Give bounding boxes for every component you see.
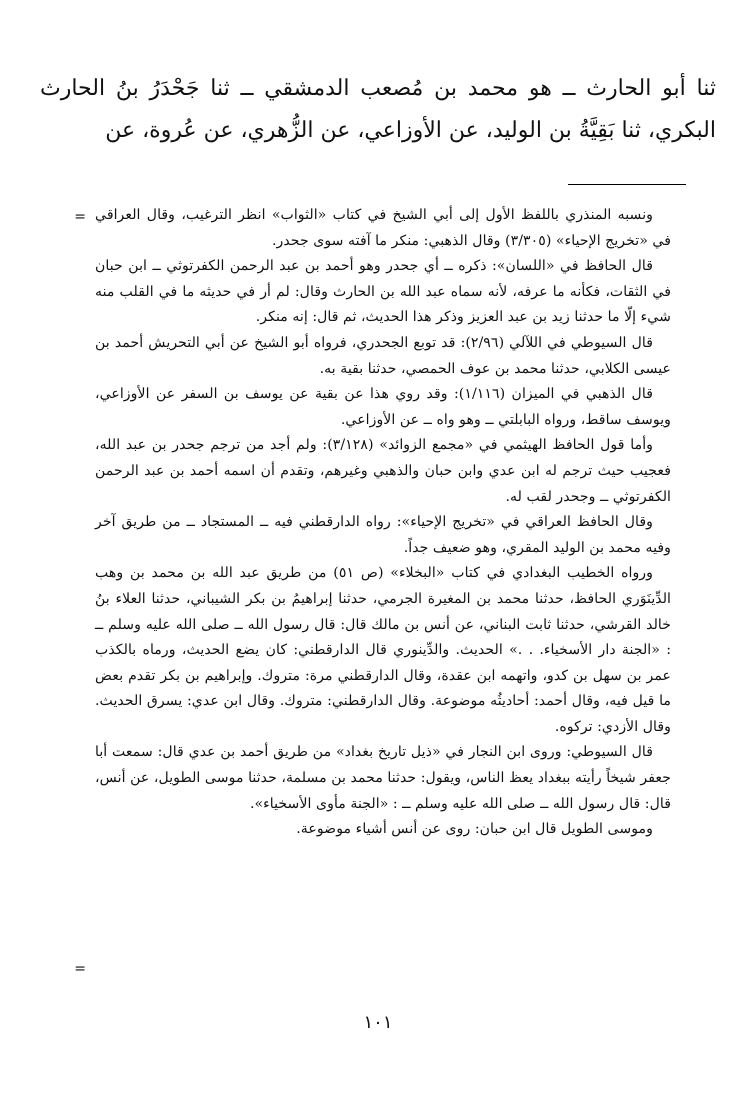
main-text-block [40, 68, 716, 152]
footnote-paragraph: قال الذهبي في الميزان (١/١١٦): وقد روي هذا عن بقية عن يوسف بن السفر عن الأوزاعي، ويوسف ساقط، ورواه البابلتي ــ وهو واه ــ عن الأوزاعي. [95, 386, 671, 428]
footnote-paragraph: وأما قول الحافظ الهيثمي في «مجمع الزوائد» (٣/١٢٨): ولم أجد من ترجم جحدر بن عبد الله، فعجيب حيث ترجم له ابن عدي وابن حبان والذهبي وغيرهم، وتقدم أن اسمه أحمد بن عبد الرحمن الكفرتوثي ــ وجحدر لقب له. [95, 437, 671, 505]
footnote-paragraph: ورواه الخطيب البغدادي في كتاب «البخلاء» (ص ٥١) من طريق عبد الله بن محمد بن وهب الدِّينَوَري الحافظ، حدثنا محمد بن المغيرة الجرمي، حدثنا إبراهيمُ بن بكر الشيباني، حدثنا العلاء بنُ خالد القرشي، حدثنا ثابت البناني، عن أنس بن مالك قال: قال رسول الله ــ صلى الله عليه وسلم ــ : «الجنة دار الأسخياء. . .» الحديث. والدِّينوري قال الدارقطني: كان يضع الحديث، ورماه بالكذب عمر بن سهل بن كدو، واتهمه ابن عقدة، وقال الدارقطني مرة: متروك. وإبراهيم بن بكر تقدم بعض ما قيل فيه، وقال أحمد: أحاديثُه موضوعة. وقال الدارقطني: متروك. وقال ابن عدي: يسرق الحديث. وقال الأزدي: تركوه. [95, 565, 671, 735]
main-paragraph: ثنا أبو الحارث ــ هو محمد بن مُصعب الدمشقي ــ ثنا جَحْدَرُ بنُ الحارث البكري، ثنا بَقِيَّةُ بن الوليد، عن الأوزاعي، عن الزُّهري، عن عُروة، عن [40, 76, 716, 143]
footnote-paragraph: وموسى الطويل قال ابن حبان: روى عن أنس أشياء موضوعة. [296, 821, 653, 838]
page-number: ١٠١ [363, 1012, 393, 1033]
footnote-paragraph: قال الحافظ في «اللسان»: ذكره ــ أي جحدر وهو أحمد بن عبد الرحمن الكفرتوثي ــ ابن حبان في الثقات، فكأنه ما عرفه، لأنه سماه عبد الله بن الحارث وقال: لم أر في حديثه ما في القلب منه شيء إلّا ما حدثنا زيد بن عبد العزيز وذكر هذا الحديث، ثم قال: إنه منكر. [95, 258, 671, 326]
footnote-paragraph: وقال الحافظ العراقي في «تخريج الإحياء»: رواه الدارقطني فيه ــ المستجاد ــ من طريق آخر وفيه محمد بن الوليد المقري، وهو ضعيف جداً. [95, 514, 671, 556]
footnote-continuation-mark-bottom: = [74, 961, 86, 977]
footnote-paragraph: ونسبه المنذري باللفظ الأول إلى أبي الشيخ في كتاب «الثواب» انظر الترغيب، وقال العراقي في «تخريج الإحياء» (٣/٣٠٥) وقال الذهبي: منكر ما آفته سوى جحدر. [95, 207, 671, 249]
footnote-paragraph: قال السيوطي: وروى ابن النجار في «ذيل تاريخ بغداد» من طريق أحمد بن عدي قال: سمعت أبا جعفر شيخاً رأيته ببغداد يعظ الناس، ويقول: حدثنا محمد بن مسلمة، حدثنا موسى الطويل، عن أنس، قال: قال رسول الله ــ صلى الله عليه وسلم ــ : «الجنة مأوى الأسخياء». [95, 744, 671, 812]
footnote-paragraph: قال السيوطي في اللآلي (٢/٩٦): قد توبع الجحدري، فرواه أبو الشيخ عن أبي التحريش أحمد بن عيسى الكلابي، حدثنا محمد بن عوف الحمصي، حدثنا بقية به. [95, 334, 671, 377]
footnote-separator [568, 184, 686, 185]
footnote-continuation-mark-top: = [74, 209, 86, 225]
footnotes-block [95, 203, 671, 843]
